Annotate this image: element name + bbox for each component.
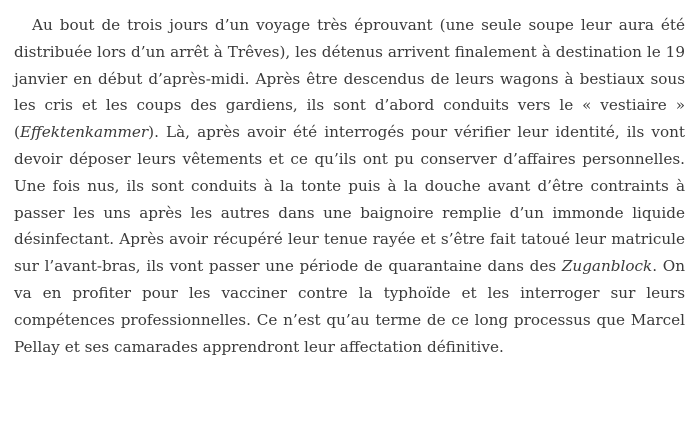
italic-term-effektenkammer: Effektenkammer — [19, 123, 149, 142]
text-line: Pellay et ses camarades apprendront leur affectation définitive. — [14, 337, 504, 356]
text-line: passer les uns après les autres dans une baignoire remplie d’un immonde liquide — [14, 203, 685, 222]
text-fragment: sur l’avant-bras, ils vont passer une période de quarantaine dans des — [14, 257, 562, 276]
text-line: devoir déposer leurs vêtements et ce qu’ils ont pu conserver d’affaires personnelles. — [14, 149, 685, 168]
text-line: les cris et les coups des gardiens, ils sont d’abord conduits vers le « vestiaire » — [14, 96, 685, 115]
text-line: désinfectant. Après avoir récupéré leur tenue rayée et s’être fait tatoué leur matricule — [14, 230, 685, 249]
body-paragraph — [14, 12, 685, 360]
text-line: janvier en début d’après-midi. Après être descendus de leurs wagons à bestiaux sous — [14, 69, 685, 88]
text-line: Au bout de trois jours d’un voyage très éprouvant (une seule soupe leur aura été — [32, 16, 685, 34]
paren-open: ( — [14, 123, 20, 142]
text-line: Une fois nus, ils sont conduits à la tonte puis à la douche avant d’être contraints à — [14, 176, 685, 195]
text-fragment: . On — [652, 257, 685, 276]
text-fragment: ). Là, après avoir été interrogés pour vérifier leur identité, ils vont — [148, 123, 685, 142]
text-line: compétences professionnelles. Ce n’est qu’au terme de ce long processus que Marcel — [14, 310, 685, 329]
text-line — [14, 253, 685, 280]
text-line: va en profiter pour les vacciner contre la typhoïde et les interroger sur leurs — [14, 283, 685, 302]
text-line: distribuée lors d’un arrêt à Trêves), les détenus arrivent finalement à destination le 19 — [14, 42, 685, 61]
italic-term-zuganblock: Zuganblock — [561, 257, 653, 276]
text-line — [14, 119, 685, 146]
